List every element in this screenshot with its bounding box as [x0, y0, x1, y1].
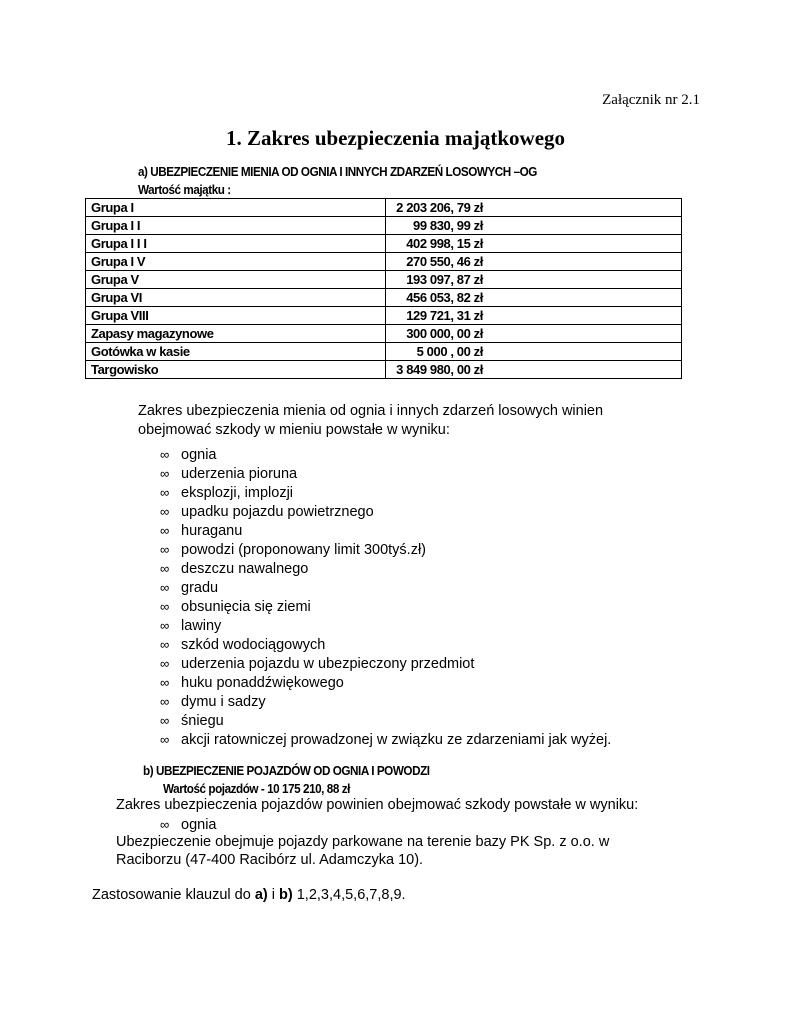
asset-amount-cell — [386, 307, 682, 325]
clauses-b: b) — [279, 887, 293, 903]
list-item-text: śniegu — [181, 713, 224, 729]
list-item-text: huraganu — [181, 523, 243, 539]
coverage-line-2: Raciborzu (47-400 Racibórz ul. Adamczyka 10). — [116, 852, 424, 868]
list-item-text: dymu i sadzy — [181, 694, 266, 710]
asset-name-cell: Targowisko — [86, 361, 386, 379]
section-b-bullet-item — [160, 815, 216, 835]
infinity-bullet-icon: ∞ — [160, 618, 170, 633]
risk-list — [160, 445, 611, 749]
asset-amount-value: 456 053, 82 zł — [406, 290, 483, 305]
asset-amount-value: 5 000 , 00 zł — [416, 344, 483, 359]
infinity-bullet-icon: ∞ — [160, 561, 170, 576]
asset-amount-value: 3 849 980, 00 zł — [396, 362, 483, 377]
list-item-text: szkód wodociągowych — [181, 637, 326, 653]
table-row — [86, 235, 682, 253]
section-b-value-line: Wartość pojazdów - 10 175 210, 88 zł — [163, 781, 350, 796]
clauses-line — [92, 887, 406, 903]
list-item — [160, 711, 611, 730]
asset-name-cell: Grupa I — [86, 199, 386, 217]
table-row — [86, 199, 682, 217]
asset-amount-value: 2 203 206, 79 zł — [396, 200, 483, 215]
section-a-scope-text: Zakres ubezpieczenia mienia od ognia i innych zdarzeń losowych winien obejmować szkody w mieniu powstałe w wyniku: — [138, 403, 604, 438]
list-item — [160, 616, 611, 635]
infinity-bullet-icon: ∞ — [160, 675, 170, 690]
asset-name-cell: Grupa I I I — [86, 235, 386, 253]
asset-amount-value: 402 998, 15 zł — [406, 236, 483, 251]
asset-amount-cell — [386, 361, 682, 379]
list-item-text: huku ponaddźwiękowego — [181, 675, 344, 691]
asset-amount-value: 99 830, 99 zł — [413, 218, 483, 233]
list-item-text: deszczu nawalnego — [181, 561, 309, 577]
asset-name-cell: Grupa I V — [86, 253, 386, 271]
list-item-text: obsunięcia się ziemi — [181, 599, 311, 615]
infinity-bullet-icon: ∞ — [160, 817, 170, 832]
section-a-value-label: Wartość majątku : — [138, 182, 231, 197]
asset-amount-cell — [386, 343, 682, 361]
asset-amount-cell — [386, 325, 682, 343]
asset-amount-value: 129 721, 31 zł — [406, 308, 483, 323]
list-item-text: lawiny — [181, 618, 222, 634]
list-item — [160, 521, 611, 540]
infinity-bullet-icon: ∞ — [160, 580, 170, 595]
list-item — [160, 635, 611, 654]
asset-name-cell: Grupa I I — [86, 217, 386, 235]
coverage-line-1: Ubezpieczenie obejmuje pojazdy parkowane na terenie bazy PK Sp. z o.o. w — [116, 834, 610, 850]
asset-amount-cell — [386, 217, 682, 235]
clauses-list: 1,2,3,4,5,6,7,8,9. — [292, 887, 406, 903]
table-row — [86, 307, 682, 325]
asset-amount-value: 300 000, 00 zł — [406, 326, 483, 341]
list-item-text: upadku pojazdu powietrznego — [181, 504, 374, 520]
list-item — [160, 692, 611, 711]
list-item-text: uderzenia pioruna — [181, 466, 298, 482]
section-b-bullet-text: ognia — [181, 817, 217, 833]
table-row — [86, 325, 682, 343]
list-item-text: gradu — [181, 580, 219, 596]
asset-amount-value: 193 097, 87 zł — [406, 272, 483, 287]
asset-name-cell: Grupa V — [86, 271, 386, 289]
asset-amount-cell — [386, 253, 682, 271]
infinity-bullet-icon: ∞ — [160, 523, 170, 538]
list-item — [160, 540, 611, 559]
infinity-bullet-icon: ∞ — [160, 466, 170, 481]
list-item-text: akcji ratowniczej prowadzonej w związku ze zdarzeniami jak wyżej. — [181, 732, 612, 748]
table-row — [86, 271, 682, 289]
list-item — [160, 464, 611, 483]
infinity-bullet-icon: ∞ — [160, 599, 170, 614]
page-title: 1. Zakres ubezpieczenia majątkowego — [225, 126, 566, 150]
list-item — [160, 445, 611, 464]
list-item — [160, 559, 611, 578]
asset-value-table — [85, 198, 682, 379]
list-item-text: ognia — [181, 447, 217, 463]
infinity-bullet-icon: ∞ — [160, 485, 170, 500]
infinity-bullet-icon: ∞ — [160, 713, 170, 728]
infinity-bullet-icon: ∞ — [160, 637, 170, 652]
asset-amount-cell — [386, 199, 682, 217]
clauses-a: a) — [254, 887, 268, 903]
section-a-heading: a) UBEZPIECZENIE MIENIA OD OGNIA I INNYCH ZDARZEŃ LOSOWYCH –OG — [138, 164, 537, 179]
list-item — [160, 483, 611, 502]
infinity-bullet-icon: ∞ — [160, 656, 170, 671]
table-row — [86, 343, 682, 361]
table-row — [86, 253, 682, 271]
table-row — [86, 217, 682, 235]
list-item — [160, 730, 611, 749]
infinity-bullet-icon: ∞ — [160, 504, 170, 519]
list-item — [160, 597, 611, 616]
table-row — [86, 361, 682, 379]
asset-amount-cell — [386, 289, 682, 307]
list-item — [160, 578, 611, 597]
clauses-prefix: Zastosowanie klauzul do — [92, 887, 255, 903]
section-b-heading: b) UBEZPIECZENIE POJAZDÓW OD OGNIA I POWODZI — [143, 763, 430, 778]
table-row — [86, 289, 682, 307]
section-b-scope-text: Zakres ubezpieczenia pojazdów powinien obejmować szkody powstałe w wyniku: — [116, 797, 639, 813]
asset-name-cell: Gotówka w kasie — [86, 343, 386, 361]
asset-amount-cell — [386, 235, 682, 253]
asset-name-cell: Grupa VIII — [86, 307, 386, 325]
infinity-bullet-icon: ∞ — [160, 694, 170, 709]
annex-label: Załącznik nr 2.1 — [602, 92, 700, 108]
infinity-bullet-icon: ∞ — [160, 732, 170, 747]
infinity-bullet-icon: ∞ — [160, 542, 170, 557]
list-item — [160, 673, 611, 692]
asset-amount-value: 270 550, 46 zł — [406, 254, 483, 269]
asset-name-cell: Zapasy magazynowe — [86, 325, 386, 343]
infinity-bullet-icon: ∞ — [160, 447, 170, 462]
list-item — [160, 502, 611, 521]
list-item-text: uderzenia pojazdu w ubezpieczony przedmiot — [181, 656, 475, 672]
list-item-text: eksplozji, implozji — [181, 485, 294, 501]
asset-amount-cell — [386, 271, 682, 289]
list-item — [160, 654, 611, 673]
asset-name-cell: Grupa VI — [86, 289, 386, 307]
clauses-and: i — [267, 887, 280, 903]
list-item-text: powodzi (proponowany limit 300tyś.zł) — [181, 542, 426, 558]
